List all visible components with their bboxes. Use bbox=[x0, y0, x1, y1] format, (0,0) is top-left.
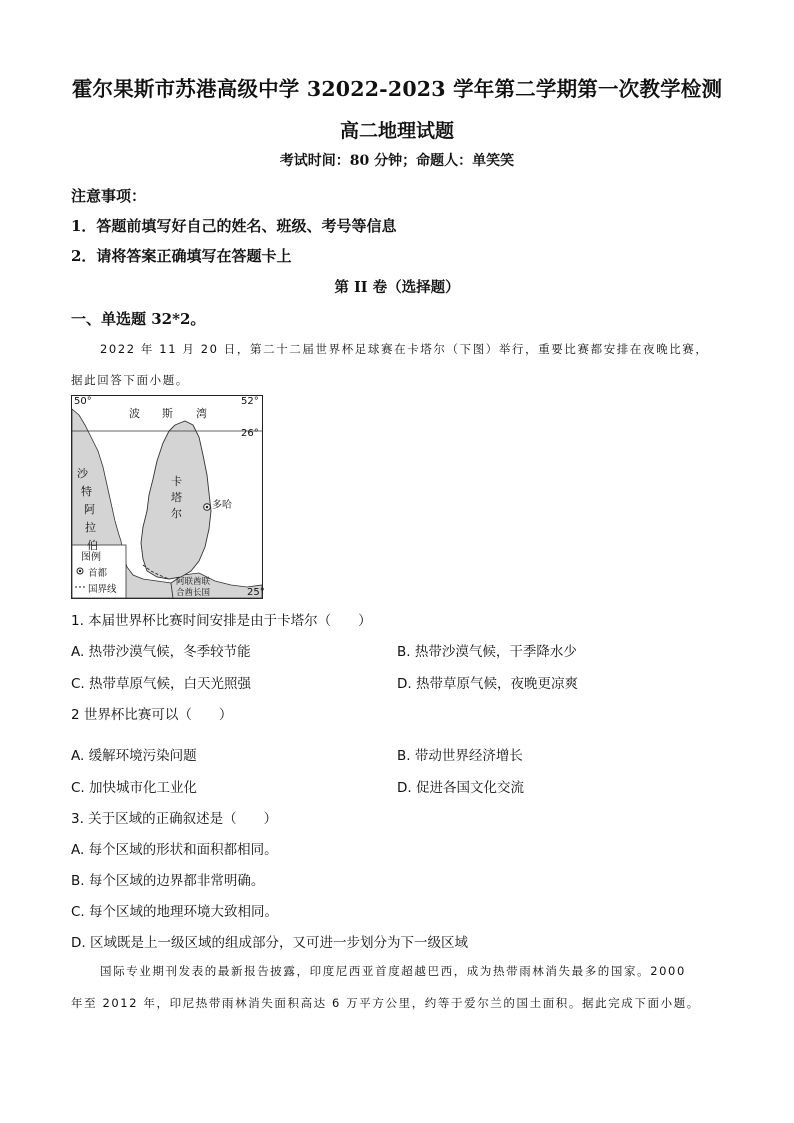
qatar-map bbox=[71, 395, 263, 599]
sea-label-3: 湾 bbox=[196, 407, 207, 420]
qatar-label-1: 卡 bbox=[171, 475, 182, 488]
passage1-line2: 据此回答下面小题。 bbox=[71, 373, 189, 387]
legend-border-label: 国界线 bbox=[88, 584, 117, 595]
question-3-stem: 3. 关于区域的正确叙述是（ ） bbox=[71, 811, 278, 827]
exam-subtitle: 高二地理试题 bbox=[339, 120, 454, 142]
question-1-stem: 1. 本届世界杯比赛时间安排是由于卡塔尔（ ） bbox=[71, 613, 372, 629]
capital-label: 多哈 bbox=[212, 500, 232, 511]
question-3-option-c: C. 每个区域的地理环境大致相同。 bbox=[71, 904, 279, 920]
exam-meta: 考试时间：80 分钟；命题人：单笑笑 bbox=[279, 153, 515, 169]
lat-top-label: 26° bbox=[241, 428, 259, 439]
question-1-option-c: C. 热带草原气候，白天光照强 bbox=[71, 676, 252, 692]
question-2-stem: 2 世界杯比赛可以（ ） bbox=[71, 707, 233, 723]
qatar-label-3: 尔 bbox=[171, 507, 182, 520]
passage1-line1: 2022 年 11 月 20 日，第二十二届世界杯足球赛在卡塔尔（下图）举行，重要比赛都安排在夜晚比赛， bbox=[100, 342, 709, 356]
lon-left-label: 50° bbox=[74, 396, 92, 407]
saudi-label-5: 伯 bbox=[87, 539, 98, 552]
lon-right-label: 52° bbox=[241, 396, 259, 407]
notice-item-1: 1．答题前填写好自己的姓名、班级、考号等信息 bbox=[71, 217, 397, 235]
question-3-option-b: B. 每个区域的边界都非常明确。 bbox=[71, 873, 265, 889]
section-title: 第 II 卷（选择题） bbox=[334, 279, 460, 296]
passage2-line2: 年至 2012 年，印尼热带雨林消失面积高达 6 万平方公里，约等于爱尔兰的国土面积。据此完成下面小题。 bbox=[71, 996, 700, 1010]
question-2-option-b: B. 带动世界经济增长 bbox=[397, 748, 523, 764]
sea-label-1: 波 bbox=[129, 407, 140, 420]
exam-title: 霍尔果斯市苏港高级中学 32022-2023 学年第二学期第一次教学检测 bbox=[71, 77, 723, 101]
question-2-option-d: D. 促进各国文化交流 bbox=[397, 780, 524, 796]
saudi-label-1: 沙 bbox=[77, 467, 88, 480]
notice-item-2: 2．请将答案正确填写在答题卡上 bbox=[71, 247, 292, 265]
question-2-option-a: A. 缓解环境污染问题 bbox=[71, 748, 197, 764]
uae-label-2: 合酋长国 bbox=[176, 588, 211, 598]
lat-bottom-label: 25° bbox=[247, 587, 265, 598]
sea-label-2: 斯 bbox=[162, 407, 173, 420]
part-title: 一、单选题 32*2。 bbox=[71, 310, 206, 328]
question-1-option-b: B. 热带沙漠气候，干季降水少 bbox=[397, 644, 577, 660]
saudi-label-3: 阿 bbox=[84, 503, 95, 516]
qatar-label-2: 塔 bbox=[171, 491, 182, 504]
saudi-label-4: 拉 bbox=[85, 521, 96, 534]
legend-capital-label: 首都 bbox=[88, 568, 108, 579]
question-2-option-c: C. 加快城市化工业化 bbox=[71, 780, 198, 796]
notice-heading: 注意事项： bbox=[71, 187, 147, 205]
question-1-option-a: A. 热带沙漠气候，冬季较节能 bbox=[71, 644, 251, 660]
question-1-option-d: D. 热带草原气候，夜晚更凉爽 bbox=[397, 676, 578, 692]
legend-title: 图例 bbox=[81, 552, 101, 563]
question-3-option-d: D. 区域既是上一级区域的组成部分，又可进一步划分为下一级区域 bbox=[71, 935, 468, 951]
saudi-label-2: 特 bbox=[81, 485, 92, 498]
uae-label-1: 阿联酋联 bbox=[176, 577, 211, 587]
question-3-option-a: A. 每个区域的形状和面积都相同。 bbox=[71, 842, 278, 858]
passage2-line1: 国际专业期刊发表的最新报告披露，印度尼西亚首度超越巴西，成为热带雨林消失最多的国家。2000 bbox=[100, 964, 686, 978]
